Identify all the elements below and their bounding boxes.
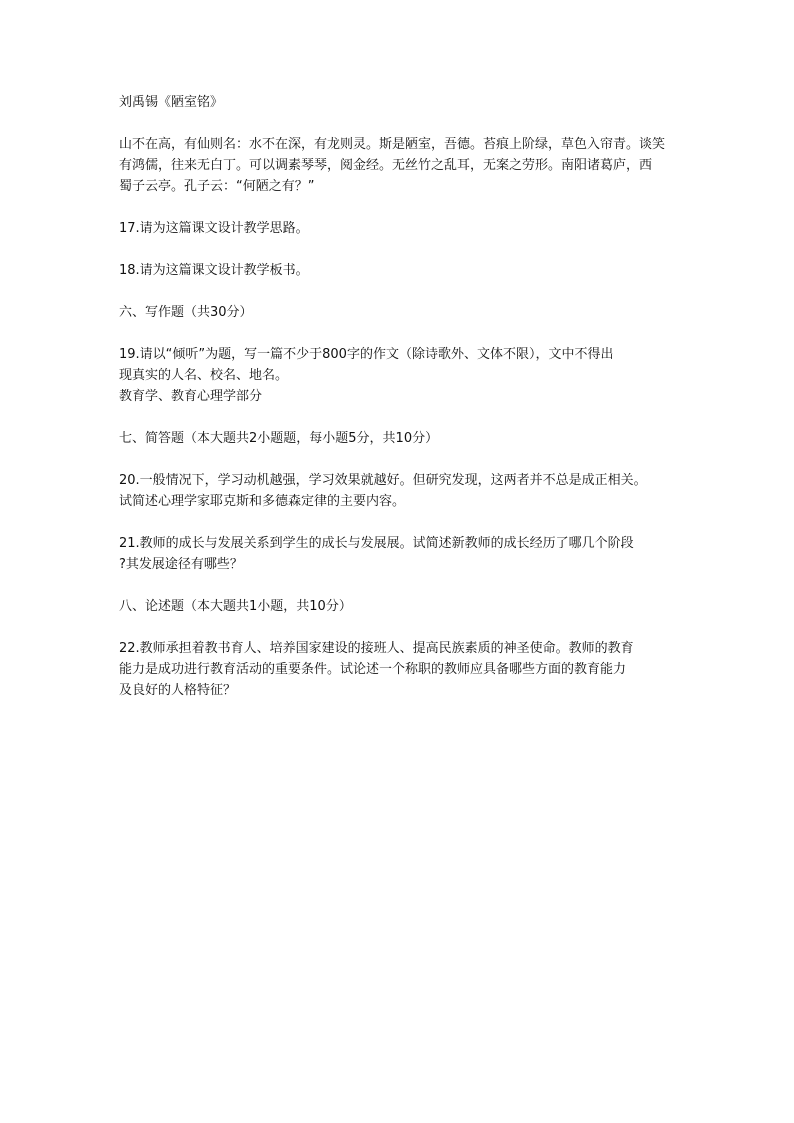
section-7-text: 七、简答题（本大题共2小题题，每小题5分，共10分） xyxy=(119,431,439,446)
passage-line: 蜀子云亭。孔子云：“何陋之有？” xyxy=(119,179,315,194)
part-heading xyxy=(119,386,679,407)
question-18-text: 18.请为这篇课文设计教学板书。 xyxy=(119,263,309,278)
section-8-heading xyxy=(119,596,679,617)
question-18 xyxy=(119,260,679,281)
question-21-line: ?其发展途径有哪些？ xyxy=(119,557,243,572)
question-22-line: 及良好的人格特征？ xyxy=(119,683,237,698)
passage-title xyxy=(119,92,679,113)
section-8-text: 八、论述题（本大题共1小题，共10分） xyxy=(119,599,352,614)
document-page xyxy=(119,92,679,722)
question-20-line: 试简述心理学家耶克斯和多德森定律的主要内容。 xyxy=(119,494,406,509)
passage-line: 山不在高，有仙则名：水不在深，有龙则灵。斯是陋室，吾德。苔痕上阶绿，草色入帘青。谈笑 xyxy=(119,137,666,152)
title-line: 刘禹锡《陋室铭》 xyxy=(119,95,224,110)
passage-text xyxy=(119,134,679,197)
question-17-text: 17.请为这篇课文设计教学思路。 xyxy=(119,221,309,236)
section-6-text: 六、写作题（共30分） xyxy=(119,305,253,320)
passage-line: 有鸿儒，往来无白丁。可以调素琴琴，阅金经。无丝竹之乱耳，无案之劳形。南阳诸葛庐，西 xyxy=(119,158,653,173)
question-20 xyxy=(119,470,679,512)
question-20-line: 20.一般情况下，学习动机越强，学习效果就越好。但研究发现，这两者并不总是成正相关。 xyxy=(119,473,647,488)
question-19 xyxy=(119,344,679,386)
question-22-line: 能力是成功进行教育活动的重要条件。试论述一个称职的教师应具备哪些方面的教育能力 xyxy=(119,662,627,677)
question-21-line: 21.教师的成长与发展关系到学生的成长与发展展。试简述新教师的成长经历了哪几个阶段 xyxy=(119,536,634,551)
section-7-heading xyxy=(119,428,679,449)
question-19-line: 19.请以“倾听”为题，写一篇不少于800字的作文（除诗歌外、文体不限），文中不得出 xyxy=(119,347,614,362)
question-21 xyxy=(119,533,679,575)
part-heading-text: 教育学、教育心理学部分 xyxy=(119,389,263,404)
section-6-heading xyxy=(119,302,679,323)
question-22 xyxy=(119,638,679,701)
question-17 xyxy=(119,218,679,239)
question-22-line: 22.教师承担着教书育人、培养国家建设的接班人、提高民族素质的神圣使命。教师的教育 xyxy=(119,641,634,656)
question-19-line: 现真实的人名、校名、地名。 xyxy=(119,368,289,383)
